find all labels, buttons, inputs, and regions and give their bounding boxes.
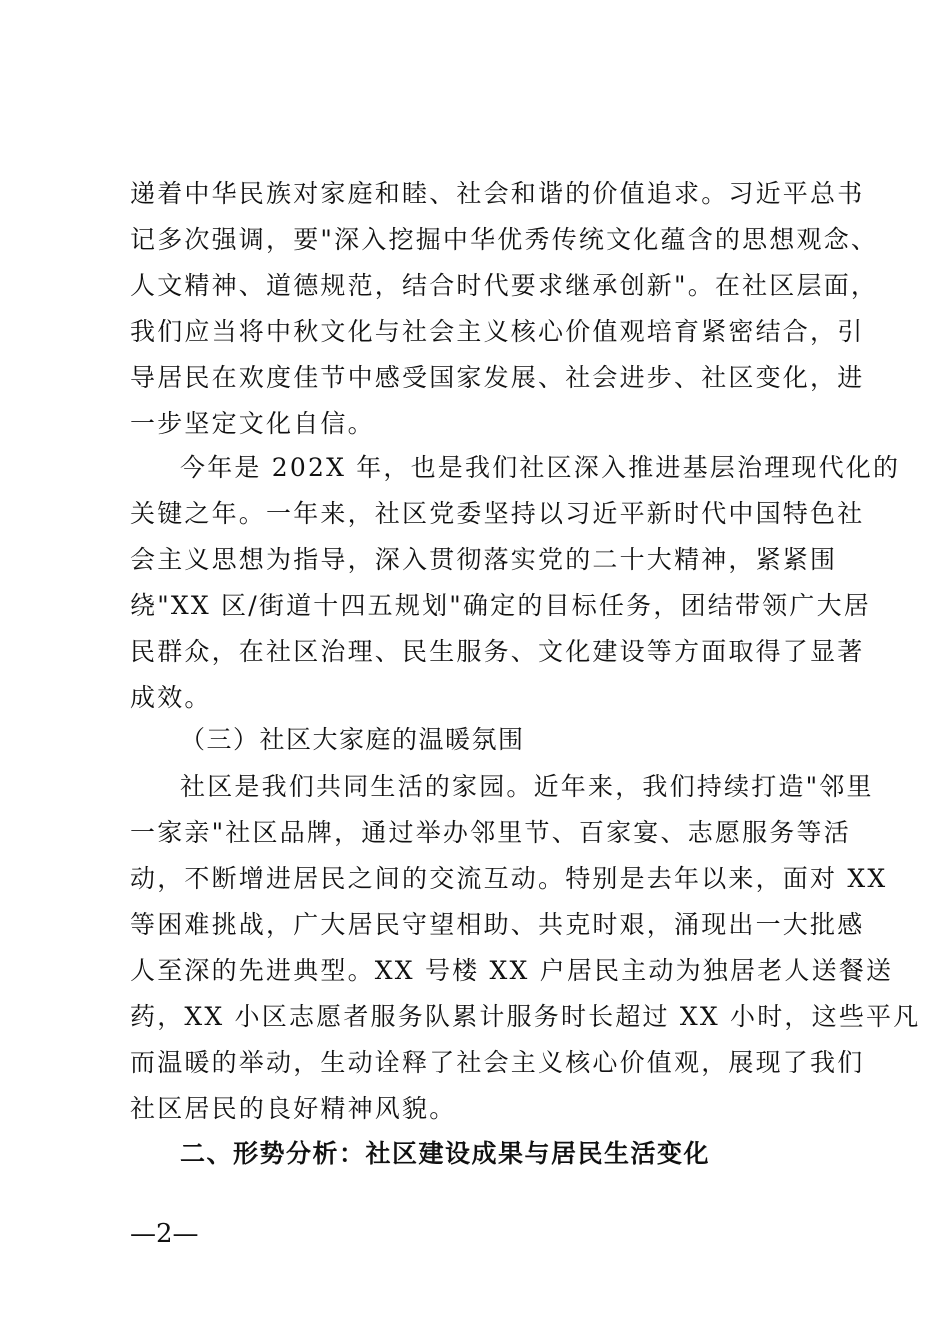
- body-text-line: 今年是 202X 年，也是我们社区深入推进基层治理现代化的: [180, 453, 901, 482]
- body-text-line: 药，XX 小区志愿者服务队累计服务时长超过 XX 小时，这些平凡: [130, 1002, 921, 1031]
- body-text-line: 记多次强调，要"深入挖掘中华优秀传统文化蕴含的思想观念、: [130, 225, 879, 254]
- body-text-line: 成效。: [130, 683, 212, 712]
- body-text-line: 而温暖的举动，生动诠释了社会主义核心价值观，展现了我们: [130, 1048, 865, 1077]
- page-number: —2—: [130, 1219, 199, 1249]
- body-text-line: 关键之年。一年来，社区党委坚持以习近平新时代中国特色社: [130, 499, 865, 528]
- body-text-line: 动，不断增进居民之间的交流互动。特别是去年以来，面对 XX: [130, 864, 888, 893]
- body-text-line: 人文精神、道德规范，结合时代要求继承创新"。在社区层面，: [130, 271, 879, 300]
- body-text-line: 一步坚定文化自信。: [130, 409, 375, 438]
- body-text-line: 一家亲"社区品牌，通过举办邻里节、百家宴、志愿服务等活: [130, 818, 851, 847]
- body-text-line: 社区是我们共同生活的家园。近年来，我们持续打造"邻里: [180, 772, 874, 801]
- body-text-line: 绕"XX 区/街道十四五规划"确定的目标任务，团结带领广大居: [130, 591, 871, 620]
- body-text-line: 我们应当将中秋文化与社会主义核心价值观培育紧密结合，引: [130, 317, 865, 346]
- body-text-line: 会主义思想为指导，深入贯彻落实党的二十大精神，紧紧围: [130, 545, 838, 574]
- section-subheading: （三）社区大家庭的温暖氛围: [180, 725, 525, 754]
- section-heading: 二、形势分析：社区建设成果与居民生活变化: [180, 1139, 711, 1168]
- body-text-line: 导居民在欢度佳节中感受国家发展、社会进步、社区变化，进: [130, 363, 865, 392]
- body-text-line: 社区居民的良好精神风貌。: [130, 1094, 457, 1123]
- body-text-line: 等困难挑战，广大居民守望相助、共克时艰，涌现出一大批感: [130, 910, 865, 939]
- body-text-line: 人至深的先进典型。XX 号楼 XX 户居民主动为独居老人送餐送: [130, 956, 894, 985]
- body-text-line: 民群众，在社区治理、民生服务、文化建设等方面取得了显著: [130, 637, 865, 666]
- body-text-line: 递着中华民族对家庭和睦、社会和谐的价值追求。习近平总书: [130, 179, 865, 208]
